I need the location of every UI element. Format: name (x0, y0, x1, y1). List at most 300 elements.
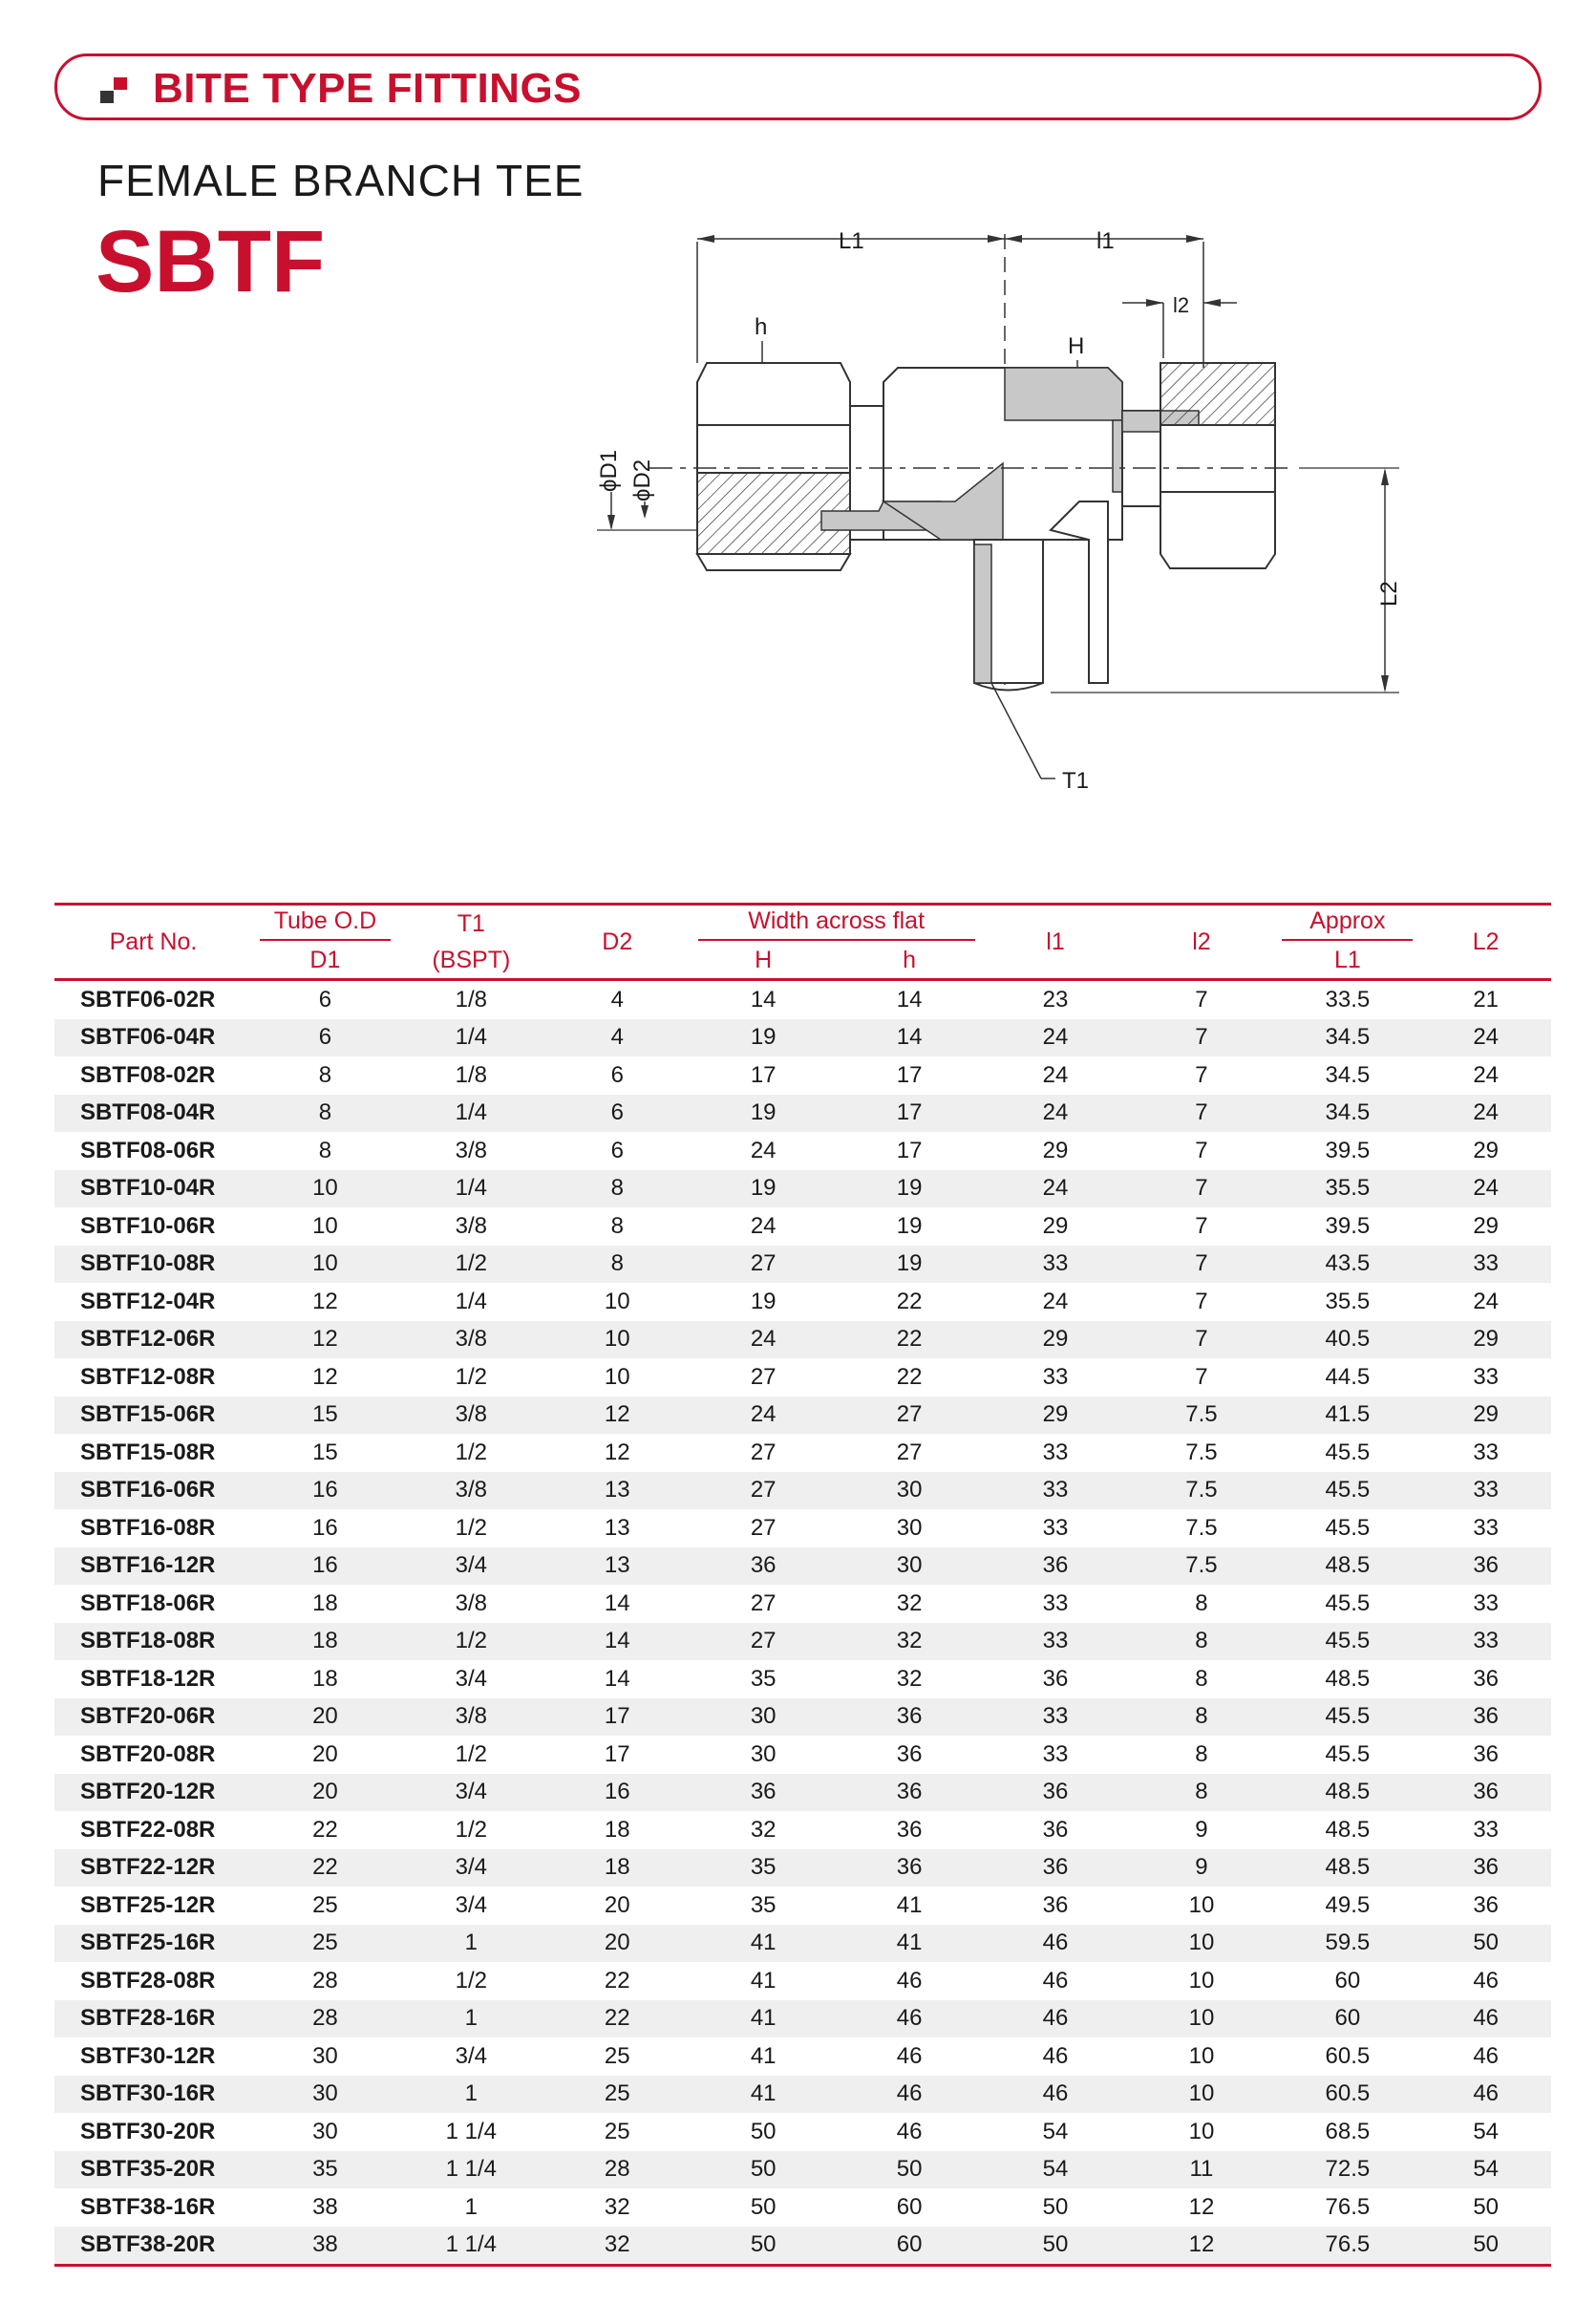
cell-l1: 33 (983, 1623, 1129, 1661)
cell-approx-L1: 35.5 (1274, 1170, 1420, 1208)
cell-width-H: 27 (691, 1246, 837, 1284)
cell-approx-L1: 34.5 (1274, 1095, 1420, 1133)
header-h: h (837, 942, 983, 981)
header-approx: Approx (1274, 903, 1420, 942)
cell-L2: 29 (1473, 1137, 1500, 1163)
cell-d2: 14 (604, 1589, 630, 1616)
table-row (54, 1207, 1551, 1246)
cell-l2: 10 (1188, 2042, 1215, 2069)
cell-l1: 33 (1042, 1740, 1069, 1767)
cell-tube-od-d1: 35 (252, 2151, 398, 2189)
cell-part-no: SBTF16-08R (80, 1514, 216, 1541)
cell-tube-od-d1: 6 (252, 1019, 398, 1057)
cell-L2: 36 (1420, 1774, 1551, 1812)
cell-t1-bspt: 1/2 (455, 1740, 488, 1767)
cell-l1: 29 (983, 1397, 1129, 1435)
dimension-table (54, 903, 1551, 2267)
cell-tube-od-d1: 12 (312, 1288, 338, 1314)
table-row (54, 1358, 1551, 1397)
cell-l1: 33 (1042, 1363, 1069, 1390)
table-row (54, 1698, 1551, 1737)
cell-tube-od-d1: 30 (252, 2076, 398, 2114)
cell-width-h: 17 (896, 1061, 923, 1088)
cell-d2: 13 (544, 1472, 691, 1510)
cell-tube-od-d1: 12 (252, 1321, 398, 1359)
cell-d2: 25 (604, 2042, 630, 2069)
cell-l1: 54 (983, 2151, 1129, 2189)
cell-d2: 14 (604, 1665, 630, 1692)
cell-part-no: SBTF22-12R (54, 1849, 252, 1887)
cell-l2: 7 (1195, 1288, 1208, 1314)
cell-tube-od-d1: 6 (318, 986, 332, 1013)
dim-L2-label: L2 (1376, 581, 1402, 607)
cell-L2: 46 (1473, 2042, 1500, 2069)
cell-d2: 22 (544, 2000, 691, 2038)
cell-approx-L1: 40.5 (1274, 1321, 1420, 1359)
table-row (54, 1660, 1551, 1698)
cell-width-h: 19 (837, 1170, 983, 1208)
cell-l1: 46 (983, 1925, 1129, 1963)
table-row (54, 2076, 1551, 2114)
table-row (54, 1283, 1551, 1321)
cell-L2: 33 (1473, 1439, 1500, 1465)
cell-part-no: SBTF38-20R (54, 2227, 252, 2268)
cell-t1-bspt: 1/2 (455, 1514, 488, 1541)
header-L2: L2 (1420, 903, 1551, 981)
cell-t1-bspt: 1/8 (455, 1061, 488, 1088)
cell-l2: 8 (1195, 1665, 1208, 1692)
cell-part-no: SBTF28-16R (54, 2000, 252, 2038)
cell-approx-L1: 44.5 (1325, 1363, 1371, 1390)
cell-width-h: 30 (837, 1472, 983, 1510)
table-row (54, 2151, 1551, 2189)
cell-approx-L1: 48.5 (1274, 1849, 1420, 1887)
cell-width-H: 27 (691, 1472, 837, 1510)
dim-L1-label: L1 (839, 228, 864, 254)
cell-tube-od-d1: 15 (252, 1397, 398, 1435)
cell-approx-L1: 45.5 (1274, 1698, 1420, 1737)
cell-d2: 8 (610, 1212, 624, 1239)
cell-d2: 10 (544, 1321, 691, 1359)
cell-d2: 17 (604, 1740, 630, 1767)
cell-t1-bspt: 3/8 (398, 1472, 544, 1510)
cell-d2: 13 (544, 1547, 691, 1586)
cell-part-no: SBTF38-16R (80, 2193, 216, 2220)
cell-tube-od-d1: 22 (312, 1816, 338, 1843)
table-row (54, 1811, 1551, 1849)
cell-L2: 24 (1420, 1170, 1551, 1208)
cell-tube-od-d1: 25 (252, 1925, 398, 1963)
cell-L2: 36 (1473, 1891, 1500, 1918)
cell-width-H: 50 (750, 2193, 777, 2220)
cell-width-h: 30 (896, 1514, 923, 1541)
cell-tube-od-d1: 18 (252, 1623, 398, 1661)
cell-part-no: SBTF30-20R (80, 2118, 216, 2144)
cell-d2: 28 (544, 2151, 691, 2189)
cell-l2: 11 (1128, 2151, 1274, 2189)
cell-l2: 9 (1195, 1816, 1208, 1843)
cell-tube-od-d1: 10 (312, 1212, 338, 1239)
table-row (54, 1585, 1551, 1623)
cell-width-H: 41 (691, 1925, 837, 1963)
cell-width-h: 22 (837, 1321, 983, 1359)
dim-l1-label: l1 (1096, 228, 1115, 254)
cell-L2: 36 (1420, 1849, 1551, 1887)
cell-width-h: 32 (896, 1589, 923, 1616)
cell-t1-bspt: 1/2 (455, 1816, 488, 1843)
cell-t1-bspt: 1/2 (455, 1439, 488, 1465)
cell-width-h: 46 (896, 2042, 923, 2069)
cell-approx-L1: 45.5 (1325, 1439, 1371, 1465)
cell-part-no: SBTF15-08R (80, 1439, 216, 1465)
cell-width-h: 14 (896, 986, 923, 1013)
table-row (54, 1321, 1551, 1359)
cell-part-no: SBTF16-06R (54, 1472, 252, 1510)
cell-l1: 46 (1042, 2042, 1069, 2069)
table-row (54, 981, 1551, 1019)
cell-L2: 36 (1420, 1698, 1551, 1737)
cell-width-h: 19 (837, 1246, 983, 1284)
cell-width-H: 35 (750, 1891, 777, 1918)
cell-L2: 50 (1420, 1925, 1551, 1963)
cell-tube-od-d1: 8 (252, 1095, 398, 1133)
cell-d2: 32 (604, 2193, 630, 2220)
table-row (54, 1849, 1551, 1887)
cell-part-no: SBTF20-08R (80, 1740, 216, 1767)
cell-tube-od-d1: 8 (318, 1061, 332, 1088)
cell-width-H: 30 (750, 1740, 777, 1767)
table-row (54, 2188, 1551, 2227)
cell-d2: 25 (604, 2118, 630, 2144)
table-row (54, 2000, 1551, 2038)
header-t1: T1 (398, 903, 544, 942)
dim-h-label: h (755, 314, 768, 340)
cell-l1: 36 (1042, 1816, 1069, 1843)
cell-l2: 7 (1128, 1019, 1274, 1057)
cell-t1-bspt: 1 1/4 (398, 2227, 544, 2268)
cell-d2: 20 (544, 1925, 691, 1963)
cell-approx-L1: 45.5 (1325, 1589, 1371, 1616)
cell-l2: 7 (1195, 1137, 1208, 1163)
cell-approx-L1: 76.5 (1325, 2193, 1371, 2220)
cell-l2: 7.5 (1185, 1439, 1218, 1465)
cell-part-no: SBTF30-16R (54, 2076, 252, 2114)
cell-tube-od-d1: 25 (312, 1891, 338, 1918)
cell-d2: 16 (544, 1774, 691, 1812)
cell-approx-L1: 43.5 (1274, 1246, 1420, 1284)
cell-part-no: SBTF10-06R (80, 1212, 216, 1239)
cell-width-h: 36 (837, 1849, 983, 1887)
cell-t1-bspt: 3/4 (398, 1547, 544, 1586)
cell-width-h: 36 (837, 1698, 983, 1737)
cell-approx-L1: 41.5 (1274, 1397, 1420, 1435)
cell-part-no: SBTF18-12R (80, 1665, 216, 1692)
cell-width-h: 27 (837, 1397, 983, 1435)
cell-l2: 7 (1128, 1170, 1274, 1208)
cell-approx-L1: 34.5 (1274, 1019, 1420, 1057)
table-row (54, 1887, 1551, 1925)
cell-L2: 33 (1473, 1363, 1500, 1390)
cell-part-no: SBTF18-06R (80, 1589, 216, 1616)
header-l1-small: l1 (983, 903, 1129, 981)
cell-width-H: 27 (750, 1439, 777, 1465)
cell-approx-L1: 60 (1274, 2000, 1420, 2038)
cell-L2: 36 (1420, 1547, 1551, 1586)
section-title: BITE TYPE FITTINGS (153, 65, 583, 112)
table-row (54, 2037, 1551, 2076)
cell-l2: 7 (1195, 1212, 1208, 1239)
cell-t1-bspt: 3/8 (455, 1137, 488, 1163)
cell-l2: 10 (1128, 2000, 1274, 2038)
cell-width-H: 24 (750, 1212, 777, 1239)
cell-part-no: SBTF28-08R (80, 1967, 216, 1994)
cell-width-H: 27 (750, 1363, 777, 1390)
cell-width-h: 60 (837, 2227, 983, 2268)
cell-part-no: SBTF16-12R (54, 1547, 252, 1586)
cell-l1: 33 (983, 1698, 1129, 1737)
cell-approx-L1: 49.5 (1325, 1891, 1371, 1918)
dim-D2-label: ϕD2 (629, 458, 655, 501)
cell-t1-bspt: 1/4 (455, 1288, 488, 1314)
cell-d2: 6 (610, 1061, 624, 1088)
dim-T1-label: T1 (1062, 768, 1090, 794)
cell-l2: 12 (1128, 2227, 1274, 2268)
cell-part-no: SBTF30-12R (80, 2042, 216, 2069)
cell-width-h: 22 (896, 1363, 923, 1390)
cell-l1: 23 (1042, 986, 1069, 1013)
cell-tube-od-d1: 10 (252, 1246, 398, 1284)
cell-l2: 8 (1128, 1774, 1274, 1812)
cell-L2: 29 (1473, 1212, 1500, 1239)
cell-approx-L1: 45.5 (1274, 1623, 1420, 1661)
table-row (54, 1434, 1551, 1472)
product-subtitle: FEMALE BRANCH TEE (97, 156, 585, 205)
cell-L2: 33 (1473, 1514, 1500, 1541)
cell-approx-L1: 60 (1334, 1967, 1361, 1994)
cell-l1: 29 (1042, 1137, 1069, 1163)
table-row (54, 1472, 1551, 1510)
cell-tube-od-d1: 12 (312, 1363, 338, 1390)
cell-width-h: 46 (837, 2000, 983, 2038)
cell-l1: 36 (1042, 1665, 1069, 1692)
cell-t1-bspt: 1/4 (398, 1170, 544, 1208)
cell-width-H: 50 (691, 2227, 837, 2268)
cell-L2: 50 (1420, 2227, 1551, 2268)
cell-l2: 10 (1128, 2076, 1274, 2114)
cell-tube-od-d1: 28 (252, 2000, 398, 2038)
cell-approx-L1: 48.5 (1274, 1774, 1420, 1812)
cell-l1: 36 (983, 1849, 1129, 1887)
cell-t1-bspt: 3/8 (455, 1212, 488, 1239)
brand-logo-icon (100, 77, 129, 104)
cell-tube-od-d1: 8 (318, 1137, 332, 1163)
cell-l2: 12 (1188, 2193, 1215, 2220)
cell-l2: 7.5 (1185, 1514, 1218, 1541)
cell-l1: 24 (983, 1095, 1129, 1133)
cell-l1: 33 (1042, 1514, 1069, 1541)
cell-t1-bspt: 3/8 (398, 1397, 544, 1435)
cell-width-h: 30 (837, 1547, 983, 1586)
header-d1: D1 (252, 942, 398, 981)
cell-part-no: SBTF20-06R (54, 1698, 252, 1737)
cell-width-H: 27 (750, 1589, 777, 1616)
cell-width-H: 41 (691, 2076, 837, 2114)
cell-width-H: 27 (750, 1514, 777, 1541)
cell-d2: 13 (604, 1514, 630, 1541)
cell-l1: 33 (983, 1246, 1129, 1284)
table-row (54, 1736, 1551, 1774)
cell-d2: 6 (544, 1095, 691, 1133)
cell-t1-bspt: 3/4 (455, 1665, 488, 1692)
cell-l1: 33 (983, 1472, 1129, 1510)
cell-approx-L1: 45.5 (1325, 1514, 1371, 1541)
cell-width-H: 17 (750, 1061, 777, 1088)
header-H: H (691, 942, 837, 981)
cell-approx-L1: 33.5 (1325, 986, 1371, 1013)
cell-d2: 32 (544, 2227, 691, 2268)
cell-t1-bspt: 1/8 (455, 986, 488, 1013)
cell-d2: 18 (604, 1816, 630, 1843)
cell-d2: 4 (610, 986, 624, 1013)
cell-t1-bspt: 1 (398, 2076, 544, 2114)
dim-H-label: H (1068, 333, 1085, 359)
cell-width-H: 36 (691, 1774, 837, 1812)
cell-part-no: SBTF08-02R (80, 1061, 216, 1088)
cell-L2: 24 (1420, 1095, 1551, 1133)
table-row (54, 2227, 1551, 2268)
cell-tube-od-d1: 16 (252, 1547, 398, 1586)
cell-t1-bspt: 3/8 (398, 1321, 544, 1359)
table-row (54, 1774, 1551, 1812)
cell-width-H: 41 (691, 2000, 837, 2038)
cell-width-H: 50 (750, 2118, 777, 2144)
table-row (54, 1056, 1551, 1095)
cell-approx-L1: 68.5 (1325, 2118, 1371, 2144)
cell-part-no: SBTF18-08R (54, 1623, 252, 1661)
cell-tube-od-d1: 16 (312, 1514, 338, 1541)
cell-width-h: 36 (896, 1740, 923, 1767)
cell-approx-L1: 59.5 (1274, 1925, 1420, 1963)
cell-width-H: 24 (691, 1321, 837, 1359)
cell-L2: 33 (1473, 1816, 1500, 1843)
cell-t1-bspt: 1/2 (455, 1363, 488, 1390)
cell-d2: 18 (544, 1849, 691, 1887)
cell-approx-L1: 39.5 (1325, 1137, 1371, 1163)
cell-tube-od-d1: 22 (252, 1849, 398, 1887)
cell-l2: 10 (1188, 1891, 1215, 1918)
cell-width-h: 50 (837, 2151, 983, 2189)
cell-approx-L1: 76.5 (1274, 2227, 1420, 2268)
cell-width-H: 19 (691, 1170, 837, 1208)
cell-d2: 12 (544, 1397, 691, 1435)
cell-t1-bspt: 3/4 (455, 2042, 488, 2069)
cell-L2: 46 (1473, 1967, 1500, 1994)
cell-l2: 10 (1188, 1967, 1215, 1994)
cell-width-H: 41 (750, 1967, 777, 1994)
cell-tube-od-d1: 16 (252, 1472, 398, 1510)
cell-width-H: 19 (691, 1019, 837, 1057)
cell-tube-od-d1: 20 (252, 1698, 398, 1737)
table-row (54, 1019, 1551, 1057)
cell-L2: 33 (1420, 1472, 1551, 1510)
cell-width-h: 41 (896, 1891, 923, 1918)
cell-tube-od-d1: 18 (312, 1589, 338, 1616)
cell-tube-od-d1: 20 (312, 1740, 338, 1767)
cell-l2: 7 (1128, 1246, 1274, 1284)
cell-width-h: 22 (896, 1288, 923, 1314)
cell-L2: 54 (1473, 2118, 1500, 2144)
cell-part-no: SBTF06-02R (80, 986, 216, 1013)
cell-l1: 50 (983, 2227, 1129, 2268)
cell-width-H: 36 (691, 1547, 837, 1586)
cell-width-h: 60 (896, 2193, 923, 2220)
cell-part-no: SBTF10-08R (54, 1246, 252, 1284)
cell-t1-bspt: 1/4 (398, 1019, 544, 1057)
cell-part-no: SBTF25-12R (80, 1891, 216, 1918)
cell-width-H: 27 (691, 1623, 837, 1661)
cell-width-h: 19 (896, 1212, 923, 1239)
dim-l2-label: l2 (1173, 293, 1190, 317)
cell-part-no: SBTF08-04R (54, 1095, 252, 1133)
cell-width-h: 17 (896, 1137, 923, 1163)
cell-l2: 7 (1195, 1061, 1208, 1088)
dimension-table-wrapper (54, 903, 1551, 2267)
cell-width-h: 27 (896, 1439, 923, 1465)
cell-d2: 14 (544, 1623, 691, 1661)
cell-part-no: SBTF20-12R (54, 1774, 252, 1812)
cell-t1-bspt: 1 1/4 (398, 2151, 544, 2189)
cell-width-H: 24 (750, 1137, 777, 1163)
cell-d2: 25 (544, 2076, 691, 2114)
table-row (54, 1246, 1551, 1284)
product-code: SBTF (96, 213, 326, 310)
cell-width-H: 30 (691, 1698, 837, 1737)
cell-l1: 24 (983, 1170, 1129, 1208)
table-row (54, 1509, 1551, 1547)
cell-t1-bspt: 1/2 (398, 1246, 544, 1284)
cell-l2: 9 (1128, 1849, 1274, 1887)
cell-l2: 8 (1128, 1623, 1274, 1661)
cell-tube-od-d1: 30 (312, 2042, 338, 2069)
cell-t1-bspt: 3/4 (455, 1891, 488, 1918)
cell-t1-bspt: 3/4 (398, 1849, 544, 1887)
cell-l1: 29 (983, 1321, 1129, 1359)
cell-L2: 24 (1473, 1061, 1500, 1088)
cell-l2: 8 (1195, 1589, 1208, 1616)
cell-l2: 7.5 (1128, 1472, 1274, 1510)
cell-l2: 7 (1195, 1363, 1208, 1390)
cell-width-H: 24 (691, 1397, 837, 1435)
cell-part-no: SBTF12-08R (80, 1363, 216, 1390)
table-row (54, 2113, 1551, 2151)
cell-approx-L1: 45.5 (1325, 1740, 1371, 1767)
header-bspt: (BSPT) (398, 942, 544, 981)
cell-tube-od-d1: 28 (312, 1967, 338, 1994)
cell-l2: 7 (1128, 1321, 1274, 1359)
cell-approx-L1: 39.5 (1325, 1212, 1371, 1239)
cell-L2: 50 (1473, 2193, 1500, 2220)
cell-l2: 10 (1188, 2118, 1215, 2144)
cell-width-h: 14 (837, 1019, 983, 1057)
cell-t1-bspt: 1 (398, 2000, 544, 2038)
cell-d2: 4 (544, 1019, 691, 1057)
cell-part-no: SBTF25-16R (54, 1925, 252, 1963)
header-L1: L1 (1274, 942, 1420, 981)
cell-width-h: 46 (896, 2118, 923, 2144)
cell-l1: 46 (983, 2000, 1129, 2038)
table-row (54, 1095, 1551, 1133)
cell-L2: 46 (1420, 2076, 1551, 2114)
